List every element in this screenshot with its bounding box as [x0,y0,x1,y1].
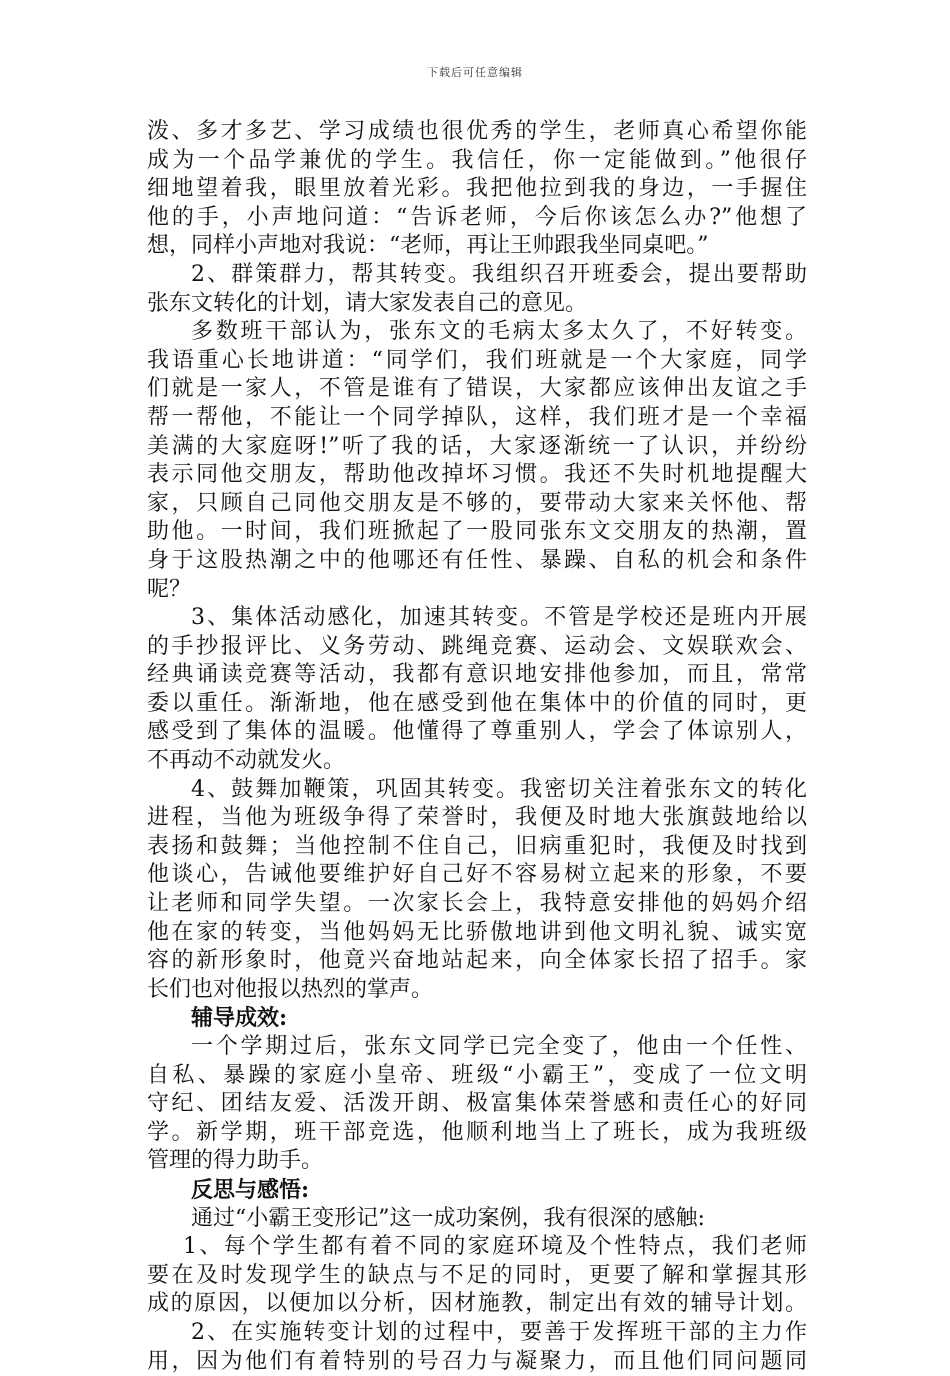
text-line: 美满的大家庭呀!”听了我的话，大家逐渐统一了认识，并纷纷 [147,433,807,459]
text-line: 长们也对他报以热烈的掌声。 [147,976,434,1002]
text-line: 一个学期过后，张东文同学已完全变了，他由一个任性、 [191,1034,807,1059]
text-line: 泼、多才多艺、学习成绩也很优秀的学生，老师真心希望你能 [147,119,807,144]
text-line: 他谈心，告诫他要维护好自己好不容易树立起来的形象，不要 [147,862,807,888]
text-line: 他在家的转变，当他妈妈无比骄傲地讲到他文明礼貌、诚实宽 [147,919,807,945]
text-line: 家，只顾自己同他交朋友是不够的，要带动大家来关怀他、帮 [147,490,807,516]
text-line: 用，因为他们有着特别的号召力与凝聚力，而且他们同问题同 [147,1348,807,1374]
page-header: 下载后可任意编辑 [427,66,523,79]
document-body [147,118,807,1376]
text-line: 4、鼓舞加鞭策，巩固其转变。我密切关注着张东文的转化 [191,776,807,802]
text-line: 呢？ [147,576,192,602]
section-heading: 反思与感悟: [191,1176,310,1203]
text-line: 表扬和鼓舞；当他控制不住自己，旧病重犯时，我便及时找到 [147,833,807,859]
text-line: 他的手，小声地问道：“告诉老师，今后你该怎么办?”他想了 [147,204,807,230]
text-line: 要在及时发现学生的缺点与不足的同时，更要了解和掌握其形 [147,1262,807,1288]
text-line: 1、每个学生都有着不同的家庭环境及个性特点，我们老师 [183,1234,807,1260]
text-line: 不再动不动就发火。 [147,748,346,774]
text-line: 2、在实施转变计划的过程中，要善于发挥班干部的主力作 [191,1319,807,1345]
text-line: 助他。一时间，我们班掀起了一股同张东文交朋友的热潮，置 [147,519,807,545]
text-line: 细地望着我，眼里放着光彩。我把他拉到我的身边，一手握住 [147,176,807,202]
text-line: 2、群策群力，帮其转变。我组织召开班委会，提出要帮助 [191,261,807,287]
text-line: 让老师和同学失望。一次家长会上，我特意安排他的妈妈介绍 [147,891,807,917]
text-line: 成为一个品学兼优的学生。我信任，你一定能做到。”他很仔 [147,147,807,173]
text-line: 3、集体活动感化，加速其转变。不管是学校还是班内开展 [191,605,807,631]
text-line: 管理的得力助手。 [147,1148,324,1174]
text-line: 学。新学期，班干部竞选，他顺利地当上了班长，成为我班级 [147,1119,807,1145]
text-line: 的手抄报评比、义务劳动、跳绳竞赛、运动会、文娱联欢会、 [147,633,807,659]
text-line: 自私、暴躁的家庭小皇帝、班级“小霸王”，变成了一位文明 [147,1062,807,1088]
text-line: 委以重任。渐渐地，他在感受到他在集体中的价值的同时，更 [147,690,807,716]
text-line: 表示同他交朋友，帮助他改掉坏习惯。我还不失时机地提醒大 [147,462,807,488]
text-line: 身于这股热潮之中的他哪还有任性、暴躁、自私的机会和条件 [147,547,807,573]
text-line: 进程，当他为班级争得了荣誉时，我便及时地大张旗鼓地给以 [147,805,807,831]
text-line: 想，同样小声地对我说：“老师，再让王帅跟我坐同桌吧。” [147,233,709,259]
text-line: 张东文转化的计划，请大家发表自己的意见。 [147,290,588,316]
section-heading: 辅导成效: [191,1005,288,1032]
text-line: 多数班干部认为，张东文的毛病太多太久了，不好转变。 [191,319,807,345]
text-line: 成的原因，以便加以分析，因材施教，制定出有效的辅导计划。 [147,1291,807,1317]
text-line: 帮一帮他，不能让一个同学掉队，这样，我们班才是一个幸福 [147,404,807,430]
text-line: 通过“小霸王变形记”这一成功案例，我有很深的感触: [191,1205,705,1231]
text-line: 容的新形象时，他竟兴奋地站起来，向全体家长招了招手。家 [147,948,807,974]
text-line: 们就是一家人，不管是谁有了错误，大家都应该伸出友谊之手 [147,376,807,402]
text-line: 我语重心长地讲道：“同学们，我们班就是一个大家庭，同学 [147,347,807,373]
text-line: 守纪、团结友爱、活泼开朗、极富集体荣誉感和责任心的好同 [147,1091,807,1117]
text-line: 经典诵读竞赛等活动，我都有意识地安排他参加，而且，常常 [147,662,807,688]
text-line: 感受到了集体的温暖。他懂得了尊重别人，学会了体谅别人， [147,719,807,745]
